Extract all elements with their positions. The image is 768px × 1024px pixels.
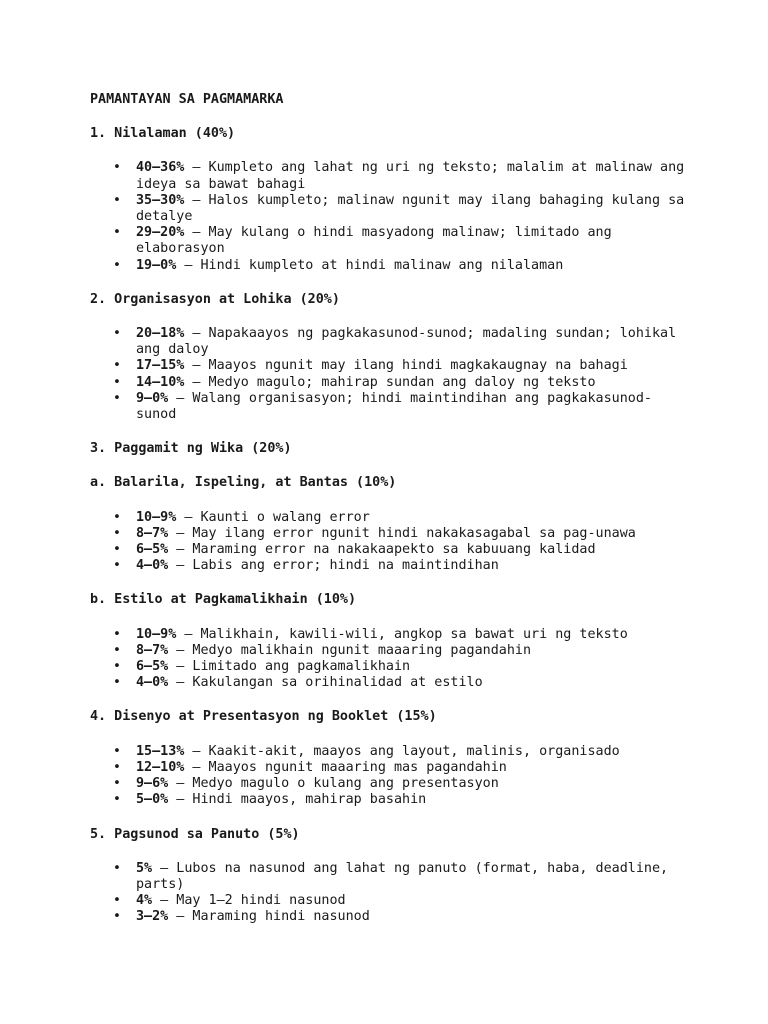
criteria-description: – Halos kumpleto; malinaw ngunit may ilang bahaging kulang sa detalye <box>136 192 685 225</box>
criteria-list <box>90 627 690 692</box>
criteria-description: – Medyo magulo o kulang ang presentasyon <box>168 776 499 792</box>
bullet-icon: • <box>113 525 121 541</box>
score-range: 4–0% <box>136 558 169 574</box>
score-range: 40–36% <box>136 160 185 176</box>
list-item <box>90 358 690 374</box>
score-range: 20–18% <box>136 326 185 342</box>
score-range: 8–7% <box>136 525 169 541</box>
bullet-icon: • <box>113 659 121 675</box>
criteria-description: – Maayos ngunit may ilang hindi magkakaugnay na bahagi <box>184 358 628 374</box>
score-range: 14–10% <box>136 374 185 390</box>
bullet-icon: • <box>113 675 121 691</box>
bullet-icon: • <box>113 225 121 241</box>
score-range: 35–30% <box>136 192 185 208</box>
criteria-description: – Medyo malikhain ngunit maaaring pagandahin <box>168 642 532 658</box>
criteria-description: – Kaunti o walang error <box>176 509 370 525</box>
criteria-description: – Kumpleto ang lahat ng uri ng teksto; malalim at malinaw ang ideya sa bawat bahagi <box>136 160 685 192</box>
criteria-description: – Labis ang error; hindi na maintindihan <box>168 558 499 574</box>
criteria-description: – Kakulangan sa orihinalidad at estilo <box>168 675 483 691</box>
list-item <box>90 542 690 558</box>
score-range: 9–6% <box>136 776 169 792</box>
list-item <box>90 776 690 792</box>
criteria-description: – Walang organisasyon; hindi maintindihan ang pagkakasunod-sunod <box>136 390 652 423</box>
score-range: 10–9% <box>136 509 177 525</box>
section-heading: a. Balarila, Ispeling, at Bantas (10%) <box>90 475 397 491</box>
criteria-list <box>90 744 690 809</box>
criteria-description: – Maraming hindi nasunod <box>168 909 370 925</box>
list-item <box>90 659 690 675</box>
list-item <box>90 160 690 192</box>
criteria-description: – May kulang o hindi masyadong malinaw; limitado ang elaborasyon <box>136 225 612 257</box>
bullet-icon: • <box>113 257 121 273</box>
score-range: 4–0% <box>136 675 169 691</box>
bullet-icon: • <box>113 893 121 909</box>
criteria-list <box>90 326 690 423</box>
criteria-list <box>90 160 690 273</box>
score-range: 10–9% <box>136 626 177 642</box>
document-page <box>90 92 690 944</box>
score-range: 9–0% <box>136 390 169 406</box>
bullet-icon: • <box>113 759 121 775</box>
bullet-icon: • <box>113 326 121 342</box>
score-range: 6–5% <box>136 659 169 675</box>
criteria-description: – Maraming error na nakakaapekto sa kabuuang kalidad <box>168 542 596 558</box>
bullet-icon: • <box>113 558 121 574</box>
list-item <box>90 909 690 925</box>
score-range: 19–0% <box>136 257 177 273</box>
bullet-icon: • <box>113 509 121 525</box>
list-item <box>90 627 690 643</box>
section-heading: 3. Paggamit ng Wika (20%) <box>90 441 292 457</box>
bullet-icon: • <box>113 743 121 759</box>
criteria-description: – Hindi kumpleto at hindi malinaw ang nilalaman <box>176 257 564 273</box>
criteria-description: – May ilang error ngunit hindi nakakasagabal sa pag-unawa <box>168 525 636 541</box>
criteria-list <box>90 861 690 926</box>
section-heading: 1. Nilalaman (40%) <box>90 126 236 142</box>
section-heading: b. Estilo at Pagkamalikhain (10%) <box>90 592 357 608</box>
score-range: 8–7% <box>136 642 169 658</box>
bullet-icon: • <box>113 192 121 208</box>
bullet-icon: • <box>113 909 121 925</box>
criteria-description: – Hindi maayos, mahirap basahin <box>168 792 427 808</box>
criteria-description: – Limitado ang pagkamalikhain <box>168 659 411 675</box>
list-item <box>90 893 690 909</box>
list-item <box>90 861 690 893</box>
criteria-description: – Kaakit-akit, maayos ang layout, malinis, organisado <box>184 743 620 759</box>
bullet-icon: • <box>113 792 121 808</box>
list-item <box>90 792 690 808</box>
criteria-description: – Maayos ngunit maaaring mas pagandahin <box>184 759 507 775</box>
criteria-description: – Malikhain, kawili-wili, angkop sa bawat uri ng teksto <box>176 626 628 642</box>
list-item <box>90 643 690 659</box>
score-range: 4% <box>136 893 153 909</box>
score-range: 5–0% <box>136 792 169 808</box>
criteria-description: – Medyo magulo; mahirap sundan ang daloy ng teksto <box>184 374 596 390</box>
document-title: PAMANTAYAN SA PAGMAMARKA <box>90 92 284 107</box>
bullet-icon: • <box>113 160 121 176</box>
list-item <box>90 526 690 542</box>
list-item <box>90 193 690 225</box>
score-range: 29–20% <box>136 225 185 241</box>
rubric-sections <box>90 126 690 925</box>
bullet-icon: • <box>113 626 121 642</box>
list-item <box>90 258 690 274</box>
bullet-icon: • <box>113 390 121 406</box>
list-item <box>90 326 690 358</box>
list-item <box>90 744 690 760</box>
list-item <box>90 225 690 257</box>
bullet-icon: • <box>113 542 121 558</box>
criteria-description: – Napakaayos ng pagkakasunod-sunod; madaling sundan; lohikal ang daloy <box>136 326 677 358</box>
list-item <box>90 510 690 526</box>
score-range: 3–2% <box>136 909 169 925</box>
list-item <box>90 391 690 423</box>
bullet-icon: • <box>113 358 121 374</box>
list-item <box>90 375 690 391</box>
criteria-description: – May 1–2 hindi nasunod <box>152 893 346 909</box>
bullet-icon: • <box>113 776 121 792</box>
score-range: 5% <box>136 860 153 876</box>
score-range: 17–15% <box>136 358 185 374</box>
list-item <box>90 558 690 574</box>
score-range: 12–10% <box>136 759 185 775</box>
section-heading: 4. Disenyo at Presentasyon ng Booklet (15%) <box>90 709 437 725</box>
score-range: 6–5% <box>136 542 169 558</box>
list-item <box>90 675 690 691</box>
bullet-icon: • <box>113 642 121 658</box>
section-heading: 2. Organisasyon at Lohika (20%) <box>90 291 340 307</box>
bullet-icon: • <box>113 860 121 876</box>
criteria-list <box>90 510 690 575</box>
bullet-icon: • <box>113 374 121 390</box>
list-item <box>90 760 690 776</box>
criteria-description: – Lubos na nasunod ang lahat ng panuto (format, haba, deadline, parts) <box>136 860 669 892</box>
score-range: 15–13% <box>136 743 185 759</box>
section-heading: 5. Pagsunod sa Panuto (5%) <box>90 826 300 842</box>
